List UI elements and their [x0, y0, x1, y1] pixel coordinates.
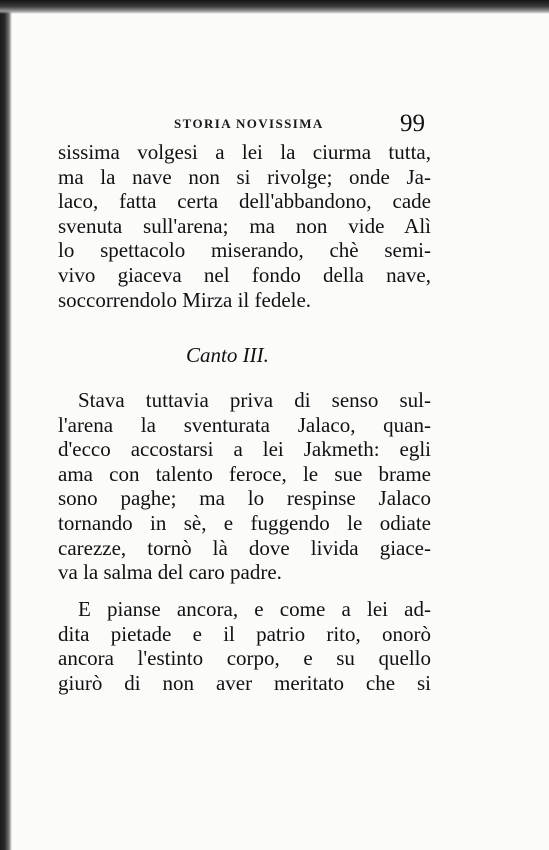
- text-line: ma la nave non si rivolge; onde Ja-: [58, 164, 431, 189]
- page-header: [0, 112, 549, 142]
- text-line: laco, fatta certa dell'abbandono, cade: [58, 189, 431, 214]
- canto-paragraph-2: [58, 597, 431, 695]
- text-line: d'ecco accostarsi a lei Jakmeth: egli: [58, 437, 431, 462]
- text-line: soccorrendolo Mirza il fedele.: [58, 287, 312, 312]
- text-line: ancora l'estinto corpo, e su quello: [58, 646, 431, 671]
- canto-title: Canto III.: [186, 343, 269, 367]
- text-line: dita pietade e il patrio rito, onorò: [58, 621, 431, 646]
- running-head: STORIA NOVISSIMA: [174, 116, 324, 131]
- page-number: 99: [400, 110, 425, 137]
- text-line: va la salma del caro padre.: [58, 560, 282, 585]
- text-line: carezze, tornò là dove livida giace-: [58, 535, 431, 560]
- text-line: tornando in sè, e fuggendo le odiate: [58, 510, 431, 535]
- text-line: ama con talento feroce, le sue brame: [58, 461, 431, 486]
- text-line: l'arena la sventurata Jalaco, quan-: [58, 412, 431, 437]
- paragraph-continued: [58, 140, 431, 312]
- text-line: vivo giaceva nel fondo della nave,: [58, 262, 431, 287]
- canto-paragraph-1: [58, 388, 431, 585]
- text-line: sissima volgesi a lei la ciurma tutta,: [58, 140, 431, 164]
- top-edge: [0, 0, 549, 14]
- text-line: Stava tuttavia priva di senso sul-: [78, 388, 431, 412]
- text-line: lo spettacolo miserando, chè semi-: [58, 238, 431, 263]
- text-line: sono paghe; ma lo respinse Jalaco: [58, 486, 431, 511]
- text-line: E pianse ancora, e come a lei ad-: [78, 597, 431, 621]
- text-line: giurò di non aver meritato che si: [58, 670, 431, 695]
- text-line: svenuta sull'arena; ma non vide Alì: [58, 213, 431, 238]
